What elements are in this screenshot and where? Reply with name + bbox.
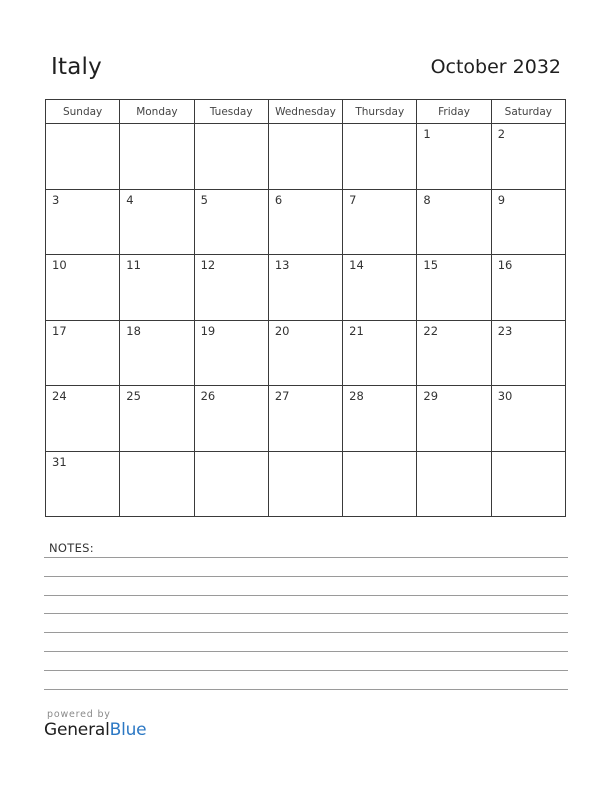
day-cell bbox=[491, 386, 565, 452]
week-row bbox=[46, 451, 566, 517]
month-year-title: October 2032 bbox=[430, 56, 561, 78]
day-number: 13 bbox=[274, 258, 290, 272]
day-number bbox=[46, 124, 119, 127]
day-cell bbox=[343, 320, 417, 386]
notes-label: NOTES: bbox=[49, 541, 94, 555]
day-number: 31 bbox=[52, 454, 67, 469]
note-line bbox=[44, 670, 568, 671]
day-number: 6 bbox=[274, 192, 283, 207]
day-cell bbox=[194, 189, 268, 255]
day-number: 10 bbox=[52, 258, 67, 272]
week-row bbox=[46, 320, 566, 386]
day-cell bbox=[417, 124, 491, 190]
day-cell bbox=[120, 451, 194, 517]
day-cell bbox=[491, 124, 565, 190]
day-number: 27 bbox=[274, 389, 290, 403]
day-cell bbox=[194, 255, 268, 321]
day-number: 24 bbox=[52, 389, 67, 403]
day-number: 8 bbox=[423, 192, 431, 207]
day-number: 4 bbox=[126, 192, 134, 207]
day-cell bbox=[268, 320, 342, 386]
day-cell bbox=[268, 451, 342, 517]
day-cell bbox=[120, 320, 194, 386]
note-line bbox=[44, 613, 568, 614]
day-cell bbox=[46, 124, 120, 190]
note-line bbox=[44, 557, 568, 558]
day-number: 1 bbox=[423, 127, 431, 141]
day-cell bbox=[46, 451, 120, 517]
note-line bbox=[44, 576, 568, 577]
day-number: 26 bbox=[200, 389, 216, 403]
day-cell bbox=[268, 386, 342, 452]
day-cell bbox=[343, 189, 417, 255]
weekday-saturday: Saturday bbox=[491, 100, 565, 124]
weekday-tuesday: Tuesday bbox=[194, 100, 268, 124]
note-line bbox=[44, 689, 568, 690]
day-number: 28 bbox=[349, 389, 364, 403]
day-number bbox=[195, 124, 268, 127]
weekday-thursday: Thursday bbox=[343, 100, 417, 124]
country-title: Italy bbox=[51, 54, 102, 80]
day-number: 23 bbox=[497, 323, 513, 338]
day-cell bbox=[46, 189, 120, 255]
brand-general: General bbox=[44, 720, 110, 740]
day-number: 20 bbox=[274, 323, 290, 338]
day-number: 12 bbox=[200, 258, 216, 272]
day-cell bbox=[417, 255, 491, 321]
week-row bbox=[46, 255, 566, 321]
day-number: 21 bbox=[349, 323, 364, 338]
day-number: 30 bbox=[497, 389, 513, 403]
powered-by-text: powered by bbox=[47, 709, 111, 720]
day-number: 11 bbox=[126, 258, 141, 272]
day-number: 5 bbox=[200, 192, 208, 207]
day-cell bbox=[46, 255, 120, 321]
day-cell bbox=[417, 451, 491, 517]
day-cell bbox=[268, 124, 342, 190]
day-number: 17 bbox=[52, 323, 67, 338]
day-number: 2 bbox=[497, 127, 506, 141]
day-number bbox=[343, 452, 416, 455]
day-number: 9 bbox=[497, 192, 506, 207]
day-number: 3 bbox=[52, 192, 60, 207]
day-number bbox=[120, 124, 193, 127]
day-cell bbox=[194, 124, 268, 190]
week-row bbox=[46, 124, 566, 190]
day-cell bbox=[491, 451, 565, 517]
day-cell bbox=[46, 386, 120, 452]
day-cell bbox=[46, 320, 120, 386]
day-cell bbox=[120, 386, 194, 452]
calendar-grid bbox=[45, 99, 566, 517]
weekday-monday: Monday bbox=[120, 100, 194, 124]
day-number bbox=[269, 452, 342, 455]
day-cell bbox=[194, 451, 268, 517]
day-cell bbox=[268, 255, 342, 321]
day-cell bbox=[120, 124, 194, 190]
day-cell bbox=[491, 189, 565, 255]
day-number bbox=[492, 452, 565, 455]
weekday-sunday: Sunday bbox=[46, 100, 120, 124]
note-line bbox=[44, 595, 568, 596]
note-line bbox=[44, 632, 568, 633]
day-number: 22 bbox=[423, 323, 439, 338]
day-cell bbox=[194, 386, 268, 452]
day-cell bbox=[343, 124, 417, 190]
day-number: 19 bbox=[200, 323, 216, 338]
day-cell bbox=[417, 320, 491, 386]
day-cell bbox=[491, 320, 565, 386]
day-cell bbox=[417, 386, 491, 452]
day-cell bbox=[343, 255, 417, 321]
day-number bbox=[195, 452, 268, 455]
week-row bbox=[46, 189, 566, 255]
day-number: 14 bbox=[349, 258, 364, 272]
day-number bbox=[269, 124, 342, 127]
brand-logo bbox=[44, 720, 146, 740]
day-cell bbox=[120, 255, 194, 321]
day-number: 18 bbox=[126, 323, 141, 338]
day-number bbox=[120, 452, 193, 455]
day-cell bbox=[343, 386, 417, 452]
day-cell bbox=[417, 189, 491, 255]
note-line bbox=[44, 651, 568, 652]
brand-blue: Blue bbox=[109, 720, 147, 740]
day-cell bbox=[120, 189, 194, 255]
day-number: 16 bbox=[497, 258, 513, 272]
day-number: 29 bbox=[423, 389, 439, 403]
weekday-wednesday: Wednesday bbox=[268, 100, 342, 124]
day-cell bbox=[268, 189, 342, 255]
week-row bbox=[46, 386, 566, 452]
day-cell bbox=[491, 255, 565, 321]
day-number: 15 bbox=[423, 258, 439, 272]
day-cell bbox=[343, 451, 417, 517]
day-number bbox=[343, 124, 416, 127]
day-number bbox=[417, 452, 490, 455]
day-cell bbox=[194, 320, 268, 386]
day-number: 7 bbox=[349, 192, 357, 207]
day-number: 25 bbox=[126, 389, 141, 403]
weekday-header-row bbox=[46, 100, 566, 124]
weekday-friday: Friday bbox=[417, 100, 491, 124]
